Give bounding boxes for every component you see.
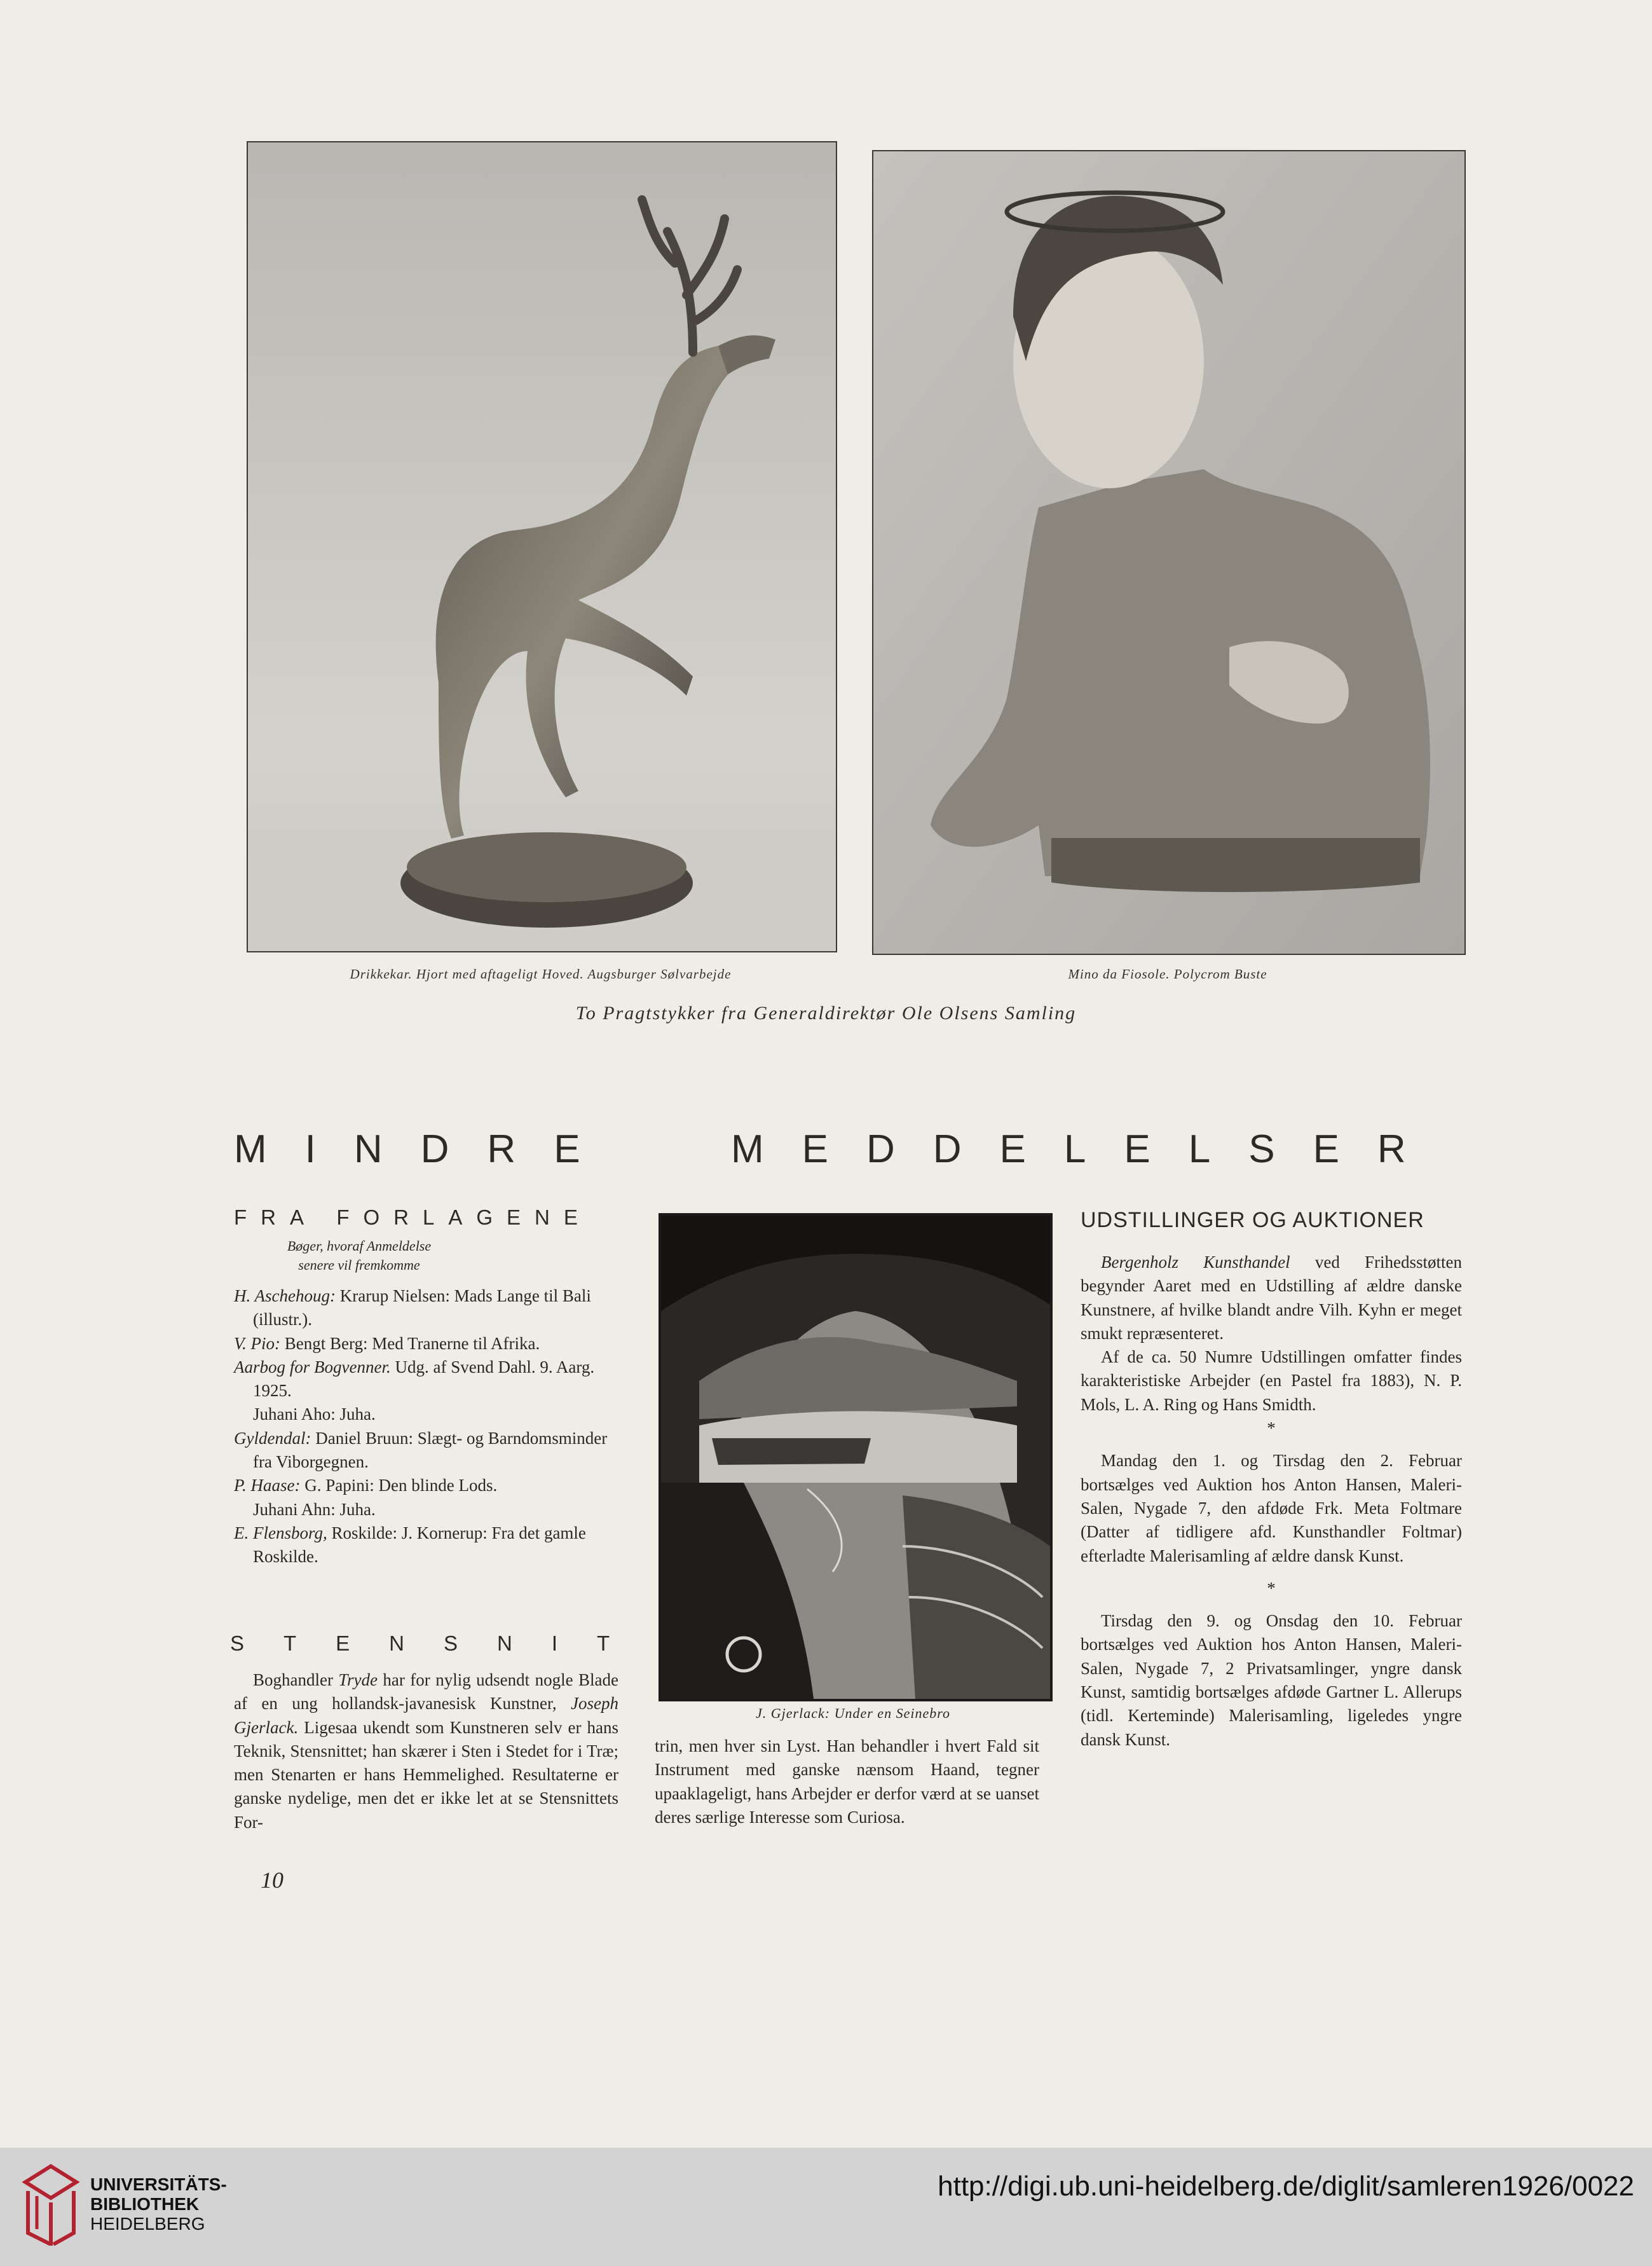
bust-figure-image: [873, 151, 1464, 954]
stensnit-heading: STENSNIT: [230, 1631, 650, 1655]
stensnit-body: [234, 1668, 618, 1834]
page-number: 10: [261, 1867, 283, 1893]
list-item: Juhani Ahn: Juha.: [253, 1499, 376, 1519]
list-item: E. Flensborg, Roskilde: J. Kornerup: Fra det gamle Roskilde.: [234, 1523, 586, 1567]
library-logo-icon: [19, 2163, 80, 2246]
udstillinger-paragraph-1: Bergenholz Kunsthandel ved Frihedsstøtten begynder Aaret med en Udstilling af ældre danske Kunstnere, af hvilke blandt andre Vilh. Kyhn er meget smukt repræsenteret.: [1081, 1253, 1462, 1343]
headline-word-mindre: MINDRE: [234, 1127, 618, 1171]
list-item: V. Pio: Bengt Berg: Med Tranerne til Afrika.: [234, 1333, 540, 1353]
footer-bar: [0, 2148, 1652, 2266]
stag-figure-image: [248, 142, 836, 951]
source-url-link[interactable]: http://digi.ub.uni-heidelberg.de/diglit/samleren1926/0022: [938, 2171, 1634, 2202]
woodcut-image: [661, 1216, 1050, 1699]
list-item: P. Haase: G. Papini: Den blinde Lods.: [234, 1476, 498, 1495]
library-logo-text: UNIVERSITÄTS- BIBLIOTHEK HEIDELBERG: [90, 2174, 227, 2234]
list-item: H. Aschehoug: Krarup Nielsen: Mads Lange til Bali (illustr.).: [234, 1286, 591, 1329]
forlagene-subheading: Bøger, hvoraf Anmeldelse senere vil fremkomme: [287, 1238, 432, 1273]
left-photo-caption: Drikkekar. Hjort med aftageligt Hoved. Augsburger Sølvarbejde: [350, 966, 732, 982]
section-star-separator: *: [1267, 1578, 1276, 1598]
photos-main-caption: To Pragtstykker fra Generaldirektør Ole Olsens Samling: [575, 1003, 1077, 1024]
list-item: Gyldendal: Daniel Bruun: Slægt- og Barndomsminder fra Viborgegnen.: [234, 1428, 608, 1472]
stensnit-continued: trin, men hver sin Lyst. Han behandler i hvert Fald sit Instrument med ganske nænsom Haand, tegner upaaklageligt, hans Arbejder er derfor værd at se uanset deres særlige Interesse som Curiosa.: [655, 1736, 1039, 1827]
udstillinger-paragraph-2: Af de ca. 50 Numre Udstillingen omfatter findes karakteristiske Arbejder (en Pastel fra 1883), N. P. Mols, L. A. Ring og Hans Smidth.: [1081, 1347, 1462, 1414]
section-star-separator: *: [1267, 1418, 1276, 1438]
list-item: Aarbog for Bogvenner. Udg. af Svend Dahl. 9. Aarg. 1925.: [234, 1357, 595, 1401]
list-item: Juhani Aho: Juha.: [253, 1404, 376, 1424]
headline-word-meddelelser: MEDDELELSER: [731, 1127, 1444, 1171]
woodcut-caption: J. Gjerlack: Under en Seinebro: [756, 1705, 950, 1721]
woodcut-illustration: [659, 1213, 1053, 1701]
photo-stag-drinking-vessel: [247, 141, 837, 952]
udstillinger-body: [1081, 1251, 1462, 1752]
forlagene-heading: FRA FORLAGENE: [234, 1205, 592, 1229]
right-photo-caption: Mino da Fiosole. Polycrom Buste: [1068, 966, 1267, 982]
stensnit-paragraph: Boghandler Tryde har for nylig udsendt nogle Blade af en ung hollandsk-javanesisk Kunstner, Joseph Gjerlack. Ligesaa ukendt som Kunstneren selv er hans Teknik, Stensnittet; han skærer i Sten i Stedet for i Træ; men Stenarten er hans Hemmelighed. Resultaterne er ganske nydelige, men det er ikke let at se Stensnittets For-: [234, 1670, 618, 1832]
forlagene-list: [234, 1284, 623, 1569]
udstillinger-paragraph-3: Mandag den 1. og Tirsdag den 2. Februar bortsælges ved Auktion hos Anton Hansen, Maleri-Salen, Nygade 7, den afdøde Frk. Meta Foltmare (Datter af tidligere afd. Kunsthandler Foltmar) efterladte Malerisamling af ældre dansk Kunst.: [1081, 1451, 1462, 1565]
photo-polychrome-bust: [872, 150, 1466, 955]
udstillinger-heading: UDSTILLINGER OG AUKTIONER: [1081, 1208, 1424, 1232]
udstillinger-paragraph-4: Tirsdag den 9. og Onsdag den 10. Februar bortsælges ved Auktion hos Anton Hansen, Maleri-Salen, Nygade 7, 2 Privatsamlinger, yngre dansk Kunst, samtidig bortsælges afdøde Gartner L. Allerups (tidl. Kerteminde) Malerisamling, ligeledes yngre dansk Kunst.: [1081, 1611, 1462, 1749]
